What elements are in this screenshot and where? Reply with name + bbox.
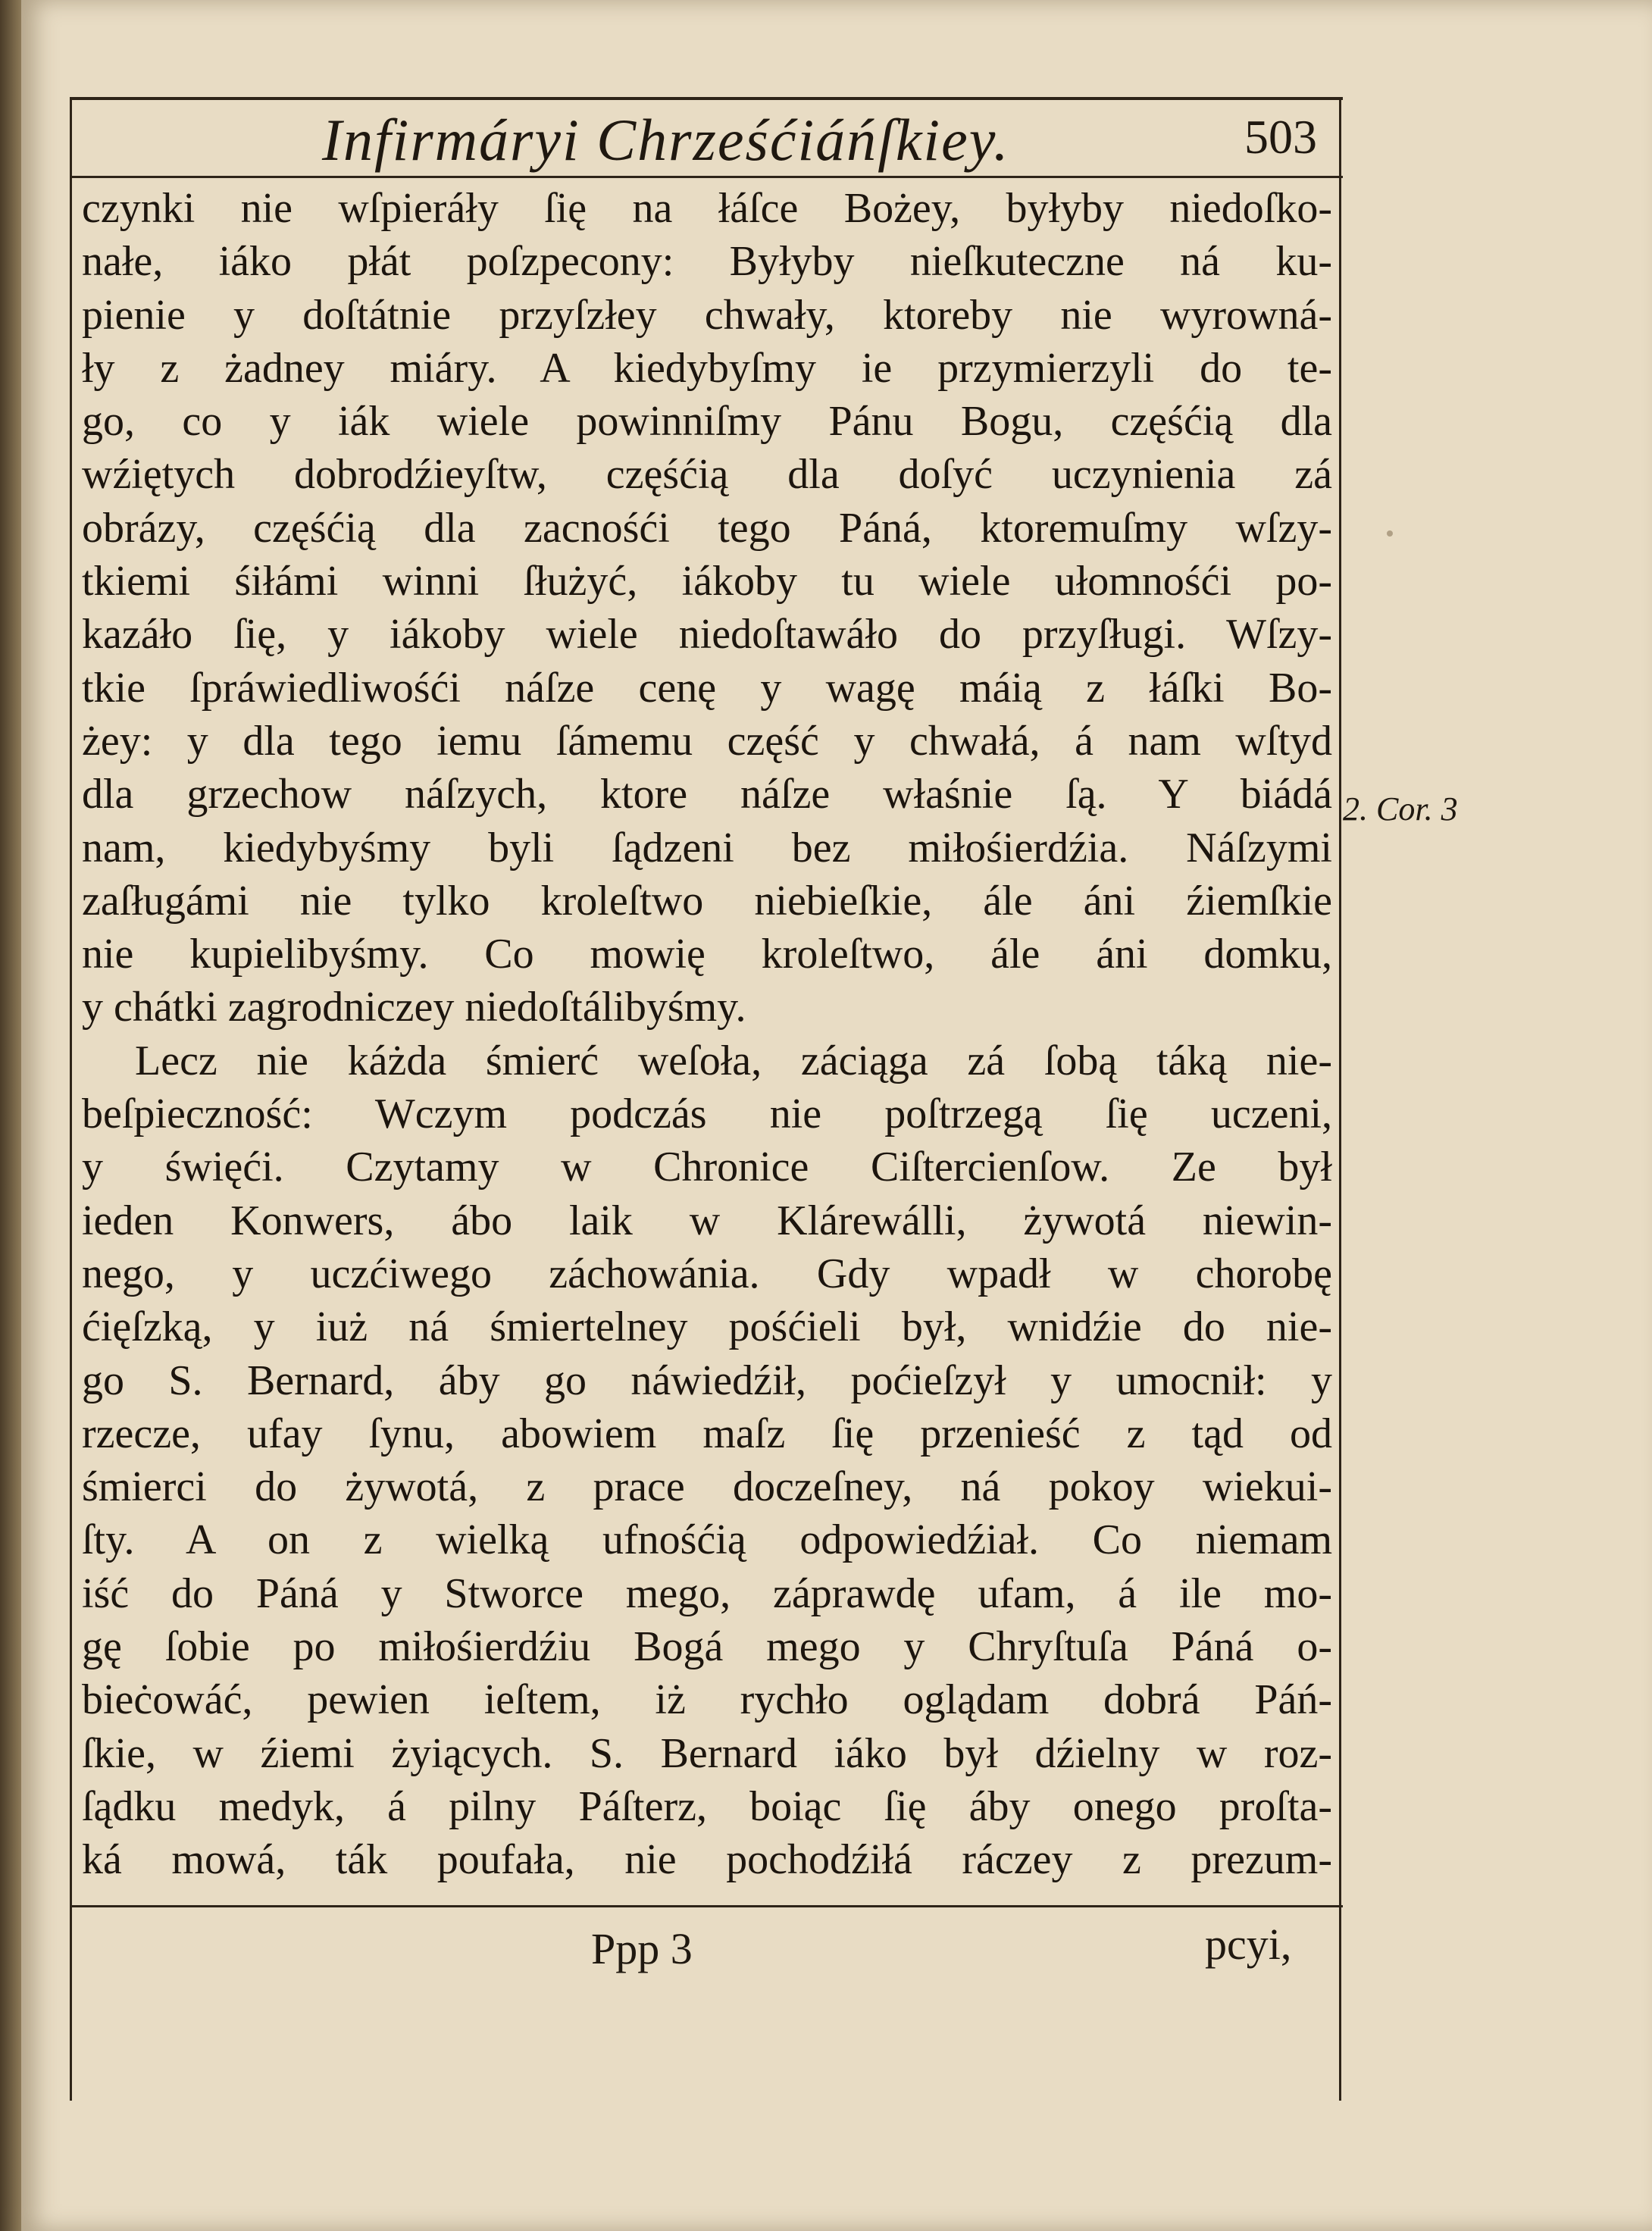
footer-rule: [70, 1905, 1343, 1907]
text-line: go S. Bernard, áby go náwiedźił, poćieſzył y umocnił: y: [82, 1356, 1332, 1404]
text-line: ſty. A on z wielką ufnośćią odpowiedźiał. Co niemam: [82, 1516, 1332, 1564]
text-line: go, co y iák wiele powinniſmy Pánu Bogu, częśćią dla: [82, 398, 1332, 446]
text-line: ká mowá, ták poufała, nie pochodźiłá ráczey z prezum-: [82, 1836, 1332, 1884]
text-line: obrázy, częśćią dla zacnośći tego Páná, ktoremuſmy wſzy-: [82, 504, 1332, 552]
text-line: ieden Konwers, ábo laik w Klárewálli, żywotá niewin-: [82, 1197, 1332, 1244]
signature-mark: Ppp 3: [591, 1924, 693, 1973]
text-line: ły z żadney miáry. A kiedybyſmy ie przymierzyli do te-: [82, 344, 1332, 392]
text-line: beſpieczność: Wczym podczás nie poſtrzegą ſię uczeni,: [82, 1090, 1332, 1138]
text-line: wźiętych dobrodźieyſtw, częśćią dla doſyć uczynienia zá: [82, 451, 1332, 499]
text-line: zaſługámi nie tylko kroleſtwo niebieſkie, ále áni źiemſkie: [82, 877, 1332, 925]
text-line: Lecz nie káżda śmierć weſoła, záciąga zá ſobą táką nie-: [135, 1037, 1332, 1084]
text-line: nie kupielibyśmy. Co mowię kroleſtwo, ále áni domku,: [82, 931, 1332, 978]
text-line: pienie y doſtátnie przyſzłey chwały, ktoreby nie wyrowná-: [82, 291, 1332, 339]
text-line: czynki nie wſpieráły ſię na łáſce Bożey, byłyby niedoſko-: [82, 185, 1332, 232]
text-line: bieċowáć, pewien ieſtem, iż rychło oglądam dobrá Páń-: [82, 1676, 1332, 1724]
text-line: iść do Páná y Stworce mego, záprawdę ufam, á ile mo-: [82, 1569, 1332, 1617]
text-line: tkie ſpráwiedliwośći náſze cenę y wagę máią z łáſki Bo-: [82, 664, 1332, 712]
running-title: Infirmáryi Chrześćiáńſkiey.: [322, 107, 1010, 173]
text-line: y święći. Czytamy w Chronice Ciſtercienſow. Ze był: [82, 1144, 1332, 1191]
text-line: nego, y uczćiwego záchowánia. Gdy wpadł w chorobę: [82, 1250, 1332, 1297]
text-line: kazáło ſię, y iákoby wiele niedoſtawáło do przyſługi. Wſzy-: [82, 611, 1332, 659]
text-line: ſkie, w źiemi żyiących. S. Bernard iáko był dźielny w roz-: [82, 1729, 1332, 1777]
page-number: 503: [1244, 110, 1317, 164]
text-line: nam, kiedybyśmy byli ſądzeni bez miłośierdźia. Náſzymi: [82, 824, 1332, 871]
text-line: śmierci do żywotá, z prace doczeſney, ná pokoy wiekui-: [82, 1463, 1332, 1511]
text-line: dla grzechow náſzych, ktore náſze właśnie ſą. Y biádá: [82, 771, 1332, 818]
text-line: tkiemi śiłámi winni ſłużyć, iákoby tu wiele ułomnośći po-: [82, 558, 1332, 605]
text-line: y chátki zagrodniczey niedoſtálibyśmy.: [82, 984, 746, 1031]
text-line: żey: y dla tego iemu ſámemu część y chwałá, á nam wſtyd: [82, 717, 1332, 765]
page-header: [76, 103, 1334, 173]
text-line: ćięſzką, y iuż ná śmiertelney pośćieli był, wnidźie do nie-: [82, 1303, 1332, 1351]
text-line: gę ſobie po miłośierdźiu Bogá mego y Chryſtuſa Páná o-: [82, 1623, 1332, 1671]
paper-spot: [1387, 530, 1393, 537]
text-line: nałe, iáko płát poſzpecony: Byłyby nieſkuteczne ná ku-: [82, 238, 1332, 286]
text-line: rzecze, ufay ſynu, abowiem maſz ſię przenieść z tąd od: [82, 1410, 1332, 1457]
text-line: ſądku medyk, á pilny Páſterz, boiąc ſię áby onego proſta-: [82, 1782, 1332, 1830]
book-gutter: [0, 0, 21, 2231]
margin-note: 2. Cor. 3: [1343, 790, 1458, 828]
body-text: [82, 182, 1332, 1887]
catchword: pcyi,: [1205, 1920, 1292, 1969]
